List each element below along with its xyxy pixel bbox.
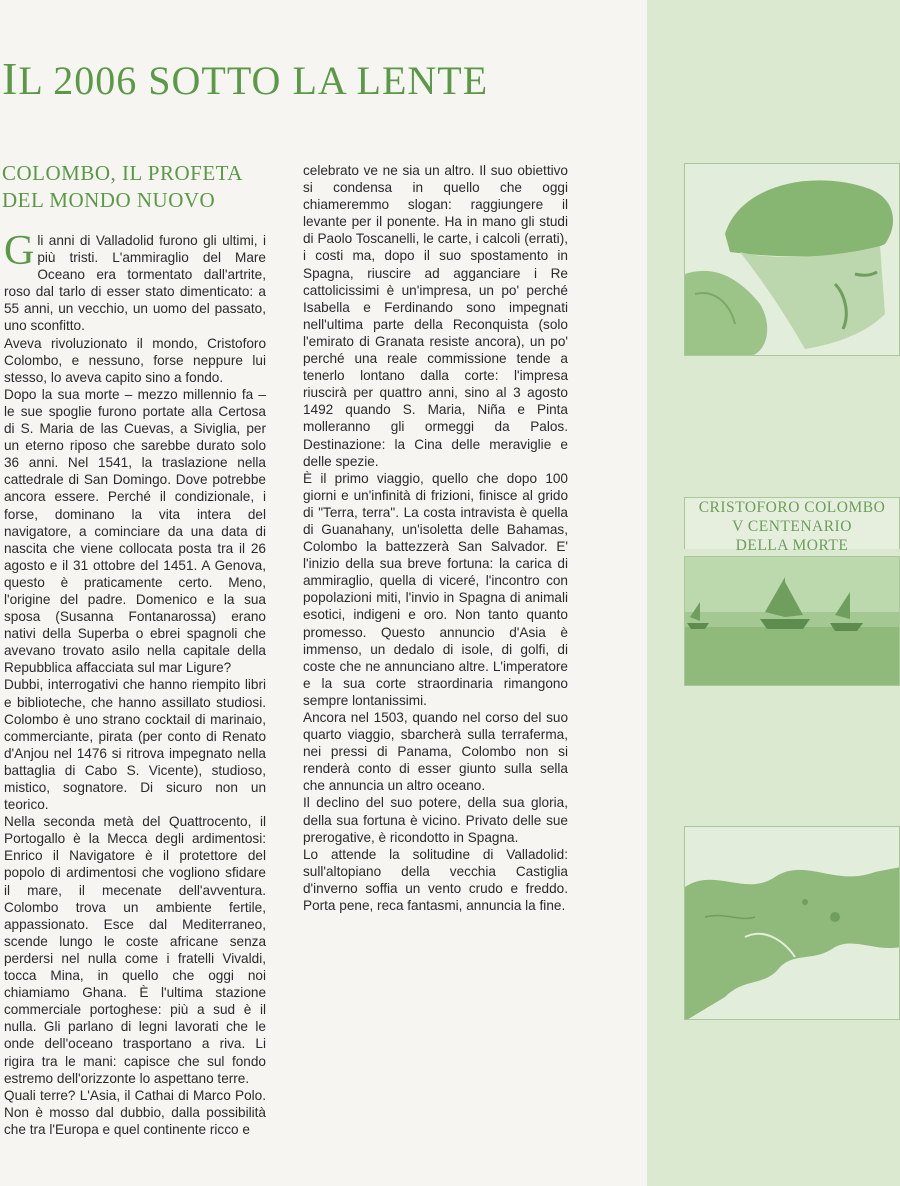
article-column-right xyxy=(303,162,568,914)
title-initial: I xyxy=(2,53,19,104)
title-rest: L 2006 SOTTO LA LENTE xyxy=(18,58,489,103)
paragraph: Nella seconda metà del Quattrocento, il Portogallo è la Mecca degli ardimentosi: Enrico il Navigatore è il protettore del popolo di ardimentosi che vogliono sfidare il mare, il mecenate dell'avventura. Colombo trova un ambiente fertile, appassionato. Esce dal Mediterraneo, scende lungo le coste africane senza perdersi nel nulla come i fratelli Vivaldi, tocca Mina, in quello che oggi noi chiamiamo Ghana. È l'ultima stazione commerciale portoghese: più a sud è il nulla. Gli parlano di legni lavorati che le onde dell'oceano trasportano a riva. Li rigira tra le mani: capisce che sul fondo estremo dell'orizzonte lo aspettano terre. xyxy=(4,814,266,1086)
stamp-caption-line2: V CENTENARIO xyxy=(732,518,852,535)
stamp-caption-line3: DELLA MORTE xyxy=(735,537,849,554)
article-heading-line1: COLOMBO, IL PROFETA xyxy=(2,161,243,185)
page-title xyxy=(2,52,488,105)
paragraph: Il declino del suo potere, della sua gloria, della sua fortuna è vicino. Privato delle sue prerogative, è ricondotto in Spagna. xyxy=(303,795,568,845)
columbus-portrait-image xyxy=(684,163,900,356)
stamp-caption xyxy=(684,497,900,554)
portrait-illustration xyxy=(685,164,900,356)
paragraph: Lo attende la solitudine di Valladolid: sull'altopiano della vecchia Castiglia d'inverno soffia un vento crudo e freddo. Porta pene, reca fantasmi, annuncia la fine. xyxy=(303,846,568,914)
stamp-caption-line1: CRISTOFORO COLOMBO xyxy=(698,499,886,516)
paragraph-text: li anni di Valladolid furono gli ultimi, i più tristi. L'ammiraglio del Mare Oceano era tormentato dall'artrite, roso dal tarlo di esser stato dimenticato: a 55 anni, un vecchio, un uomo del passato, uno sconfitto. xyxy=(4,233,266,334)
paragraph: celebrato ve ne sia un altro. Il suo obiettivo si condensa in quello che oggi chiameremmo slogan: raggiungere il levante per il ponente. Ha in mano gli studi di Paolo Toscanelli, le carte, i calcoli (errati), i costi ma, dopo il suo spostamento in Spagna, riuscire ad agganciare i Re cattolicissimi è un'impresa, un po' perché Isabella e Ferdinando sono impegnati nell'ultima parte della Reconquista (solo l'emirato di Granata resiste ancora), un po' perché una reale commissione tende a tenerlo lontano dalla corte: l'impresa riuscirà per quattro anni, sino al 3 agosto 1492 quando S. Maria, Niña e Pinta molleranno gli ormeggi da Palos. Destinazione: la Cina delle meraviglie e delle spezie. xyxy=(303,163,568,469)
paragraph: Ancora nel 1503, quando nel corso del suo quarto viaggio, sbarcherà sulla terraferma, nei pressi di Panama, Colombo non si renderà conto di esser giunto sulla sella che annuncia un altro oceano. xyxy=(303,710,568,794)
article-column-left xyxy=(4,228,266,1138)
paragraph: È il primo viaggio, quello che dopo 100 giorni e un'infinità di frizioni, finisce al grido di "Terra, terra". La costa intravista è quella di Guanahany, un'isoletta delle Bahamas, Colombo la battezzerà San Salvador. E' l'inizio della sua breve fortuna: la carica di ammiraglio, quella di viceré, l'incontro con popolazioni miti, l'invio in Spagna di animali esotici, indigeni e oro. Non tanto quanto promesso. Questo annuncio d'Asia è immenso, un dedalo di isole, di golfi, di coste che ne annunciano altre. L'imperatore e la sua corte straordinaria rimangono sempre lontanissimi. xyxy=(303,470,568,708)
paragraph xyxy=(4,228,266,335)
map-stamp-image xyxy=(684,826,900,1020)
paragraph: Dubbi, interrogativi che hanno riempito libri e biblioteche, che hanno assillato studiosi. Colombo è uno strano cocktail di marinaio, commerciante, pirata (per conto di Renato d'Anjou nel 1476 si ritrova impegnato nella battaglia di Cabo S. Vicente), studioso, mistico, sognatore. Di sicuro non un teorico. xyxy=(4,677,266,813)
map-illustration xyxy=(685,827,900,1020)
paragraph: Quali terre? L'Asia, il Cathai di Marco Polo. Non è mosso dal dubbio, dalla possibilità che tra l'Europa e quel continente ricco e xyxy=(4,1087,266,1137)
ships-illustration xyxy=(685,557,900,686)
paragraph: Dopo la sua morte – mezzo millennio fa – le sue spoglie furono portate alla Certosa di S. Maria de las Cuevas, a Siviglia, per un eterno riposo che sarebbe durato solo 36 anni. Nel 1541, la traslazione nella cattedrale di San Domingo. Dove potrebbe ancora essere. Perché il condizionale, i forse, dominano la vita intera del navigatore, a cominciare da una data di nascita che viene collocata posta tra il 26 agosto e il 31 ottobre del 1451. A Genova, questo è praticamente certo. Meno, l'origine del padre. Domenico e la sua sposa (Susanna Fontanarossa) erano nativi della Superba o ebrei spagnoli che avevano trovato asilo nella capitale della Repubblica affacciata sul mar Ligure? xyxy=(4,386,266,676)
ships-stamp-image xyxy=(684,556,900,686)
paragraph: Aveva rivoluzionato il mondo, Cristoforo Colombo, e nessuno, forse neppure lui stesso, lo aveva capito sino a fondo. xyxy=(4,335,266,385)
drop-cap: G xyxy=(4,228,35,274)
article-heading xyxy=(2,160,282,214)
article-heading-line2: DEL MONDO NUOVO xyxy=(2,188,216,212)
